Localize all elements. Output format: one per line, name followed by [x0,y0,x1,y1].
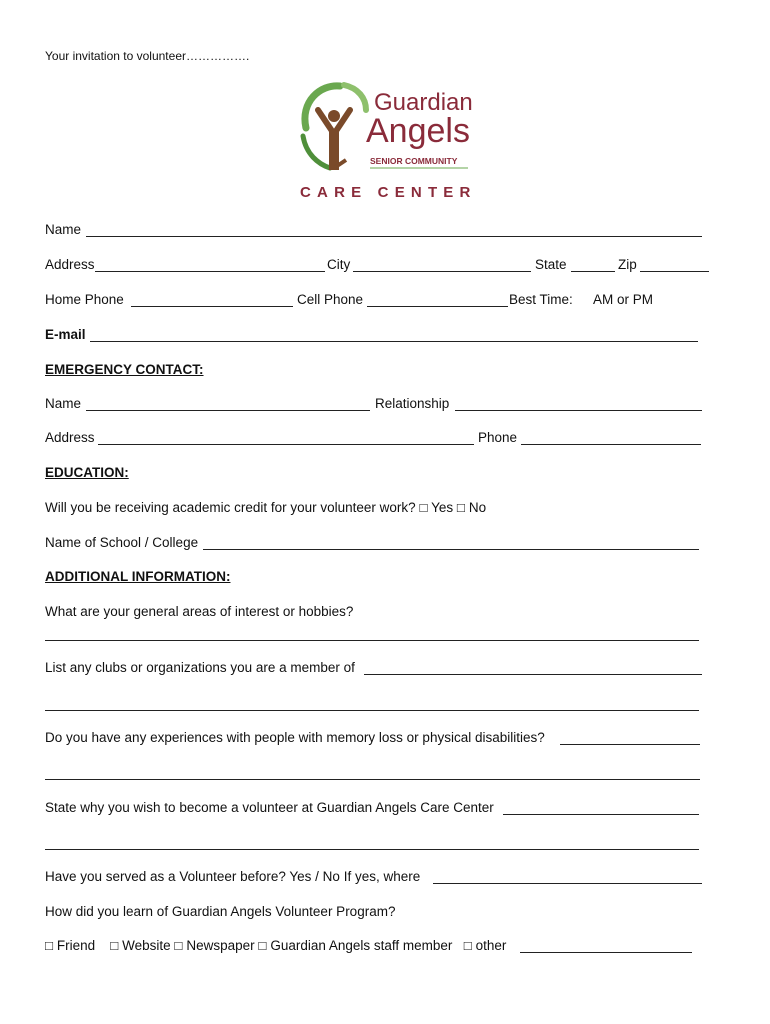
website-checkbox[interactable]: □ [110,938,119,953]
relationship-label: Relationship [375,396,450,411]
emergency-heading: EMERGENCY CONTACT: [45,362,204,377]
newspaper-checkbox[interactable]: □ [174,938,183,953]
state-label: State [535,257,567,272]
home-phone-field[interactable] [131,306,293,307]
education-heading: EDUCATION: [45,465,129,480]
emergency-name-label: Name [45,396,82,411]
served-question: Have you served as a Volunteer before? Yes / No If yes, where [45,869,421,884]
address-label: Address [45,257,95,272]
school-label: Name of School / College [45,535,199,550]
no-checkbox[interactable]: □ [456,500,466,515]
invitation-text: Your invitation to volunteer……………. [45,49,250,63]
staff-member-checkbox[interactable]: □ [258,938,267,953]
home-phone-label: Home Phone [45,292,124,307]
interests-question: What are your general areas of interest or hobbies? [45,604,354,619]
yes-label: Yes [431,500,454,515]
interests-field[interactable] [45,640,699,641]
clubs-field[interactable] [364,674,702,675]
no-label: No [468,500,487,515]
relationship-field[interactable] [455,410,702,411]
experience-field[interactable] [560,744,700,745]
am-pm-label: AM or PM [593,292,654,307]
name-label: Name [45,222,82,237]
city-field[interactable] [353,271,531,272]
email-field[interactable] [90,341,698,342]
why-question: State why you wish to become a volunteer at Guardian Angels Care Center [45,800,494,815]
friend-checkbox[interactable]: □ [45,938,54,953]
additional-heading: ADDITIONAL INFORMATION: [45,569,231,584]
cell-phone-label: Cell Phone [297,292,364,307]
emergency-phone-label: Phone [478,430,518,445]
care-center-subtitle: CARE CENTER [300,184,477,201]
email-label: E-mail [45,327,86,342]
learn-question: How did you learn of Guardian Angels Volunteer Program? [45,904,396,919]
other-source-field[interactable] [520,952,692,953]
academic-credit-text: Will you be receiving academic credit for your volunteer work? [45,500,416,515]
emergency-phone-field[interactable] [521,444,701,445]
logo-word-senior-community: SENIOR COMMUNITY [370,156,458,166]
other-checkbox[interactable]: □ [463,938,472,953]
guardian-angels-logo [296,80,476,176]
academic-credit-question [45,500,486,516]
other-label: other [475,938,507,953]
address-field[interactable] [95,271,325,272]
why-field-line-2[interactable] [45,849,699,850]
name-field[interactable] [86,236,702,237]
experience-field-line-2[interactable] [45,779,700,780]
city-label: City [327,257,351,272]
logo-word-guardian: Guardian [374,89,473,116]
friend-label: Friend [56,938,96,953]
zip-field[interactable] [640,271,709,272]
logo-word-angels: Angels [366,112,470,150]
newspaper-label: Newspaper [186,938,255,953]
state-field[interactable] [571,271,615,272]
served-where-field[interactable] [433,883,702,884]
why-field[interactable] [503,814,699,815]
clubs-field-line-2[interactable] [45,710,699,711]
emergency-name-field[interactable] [86,410,370,411]
website-label: Website [122,938,171,953]
yes-checkbox[interactable]: □ [419,500,428,515]
emergency-address-label: Address [45,430,95,445]
experience-question: Do you have any experiences with people with memory loss or physical disabilities? [45,730,545,745]
source-options [45,938,506,954]
emergency-address-field[interactable] [98,444,474,445]
clubs-question: List any clubs or organizations you are a member of [45,660,355,675]
zip-label: Zip [618,257,637,272]
best-time-label: Best Time: [509,292,573,307]
staff-member-label: Guardian Angels staff member [270,938,453,953]
school-field[interactable] [203,549,699,550]
cell-phone-field[interactable] [367,306,508,307]
logo-tree-icon [296,80,476,176]
